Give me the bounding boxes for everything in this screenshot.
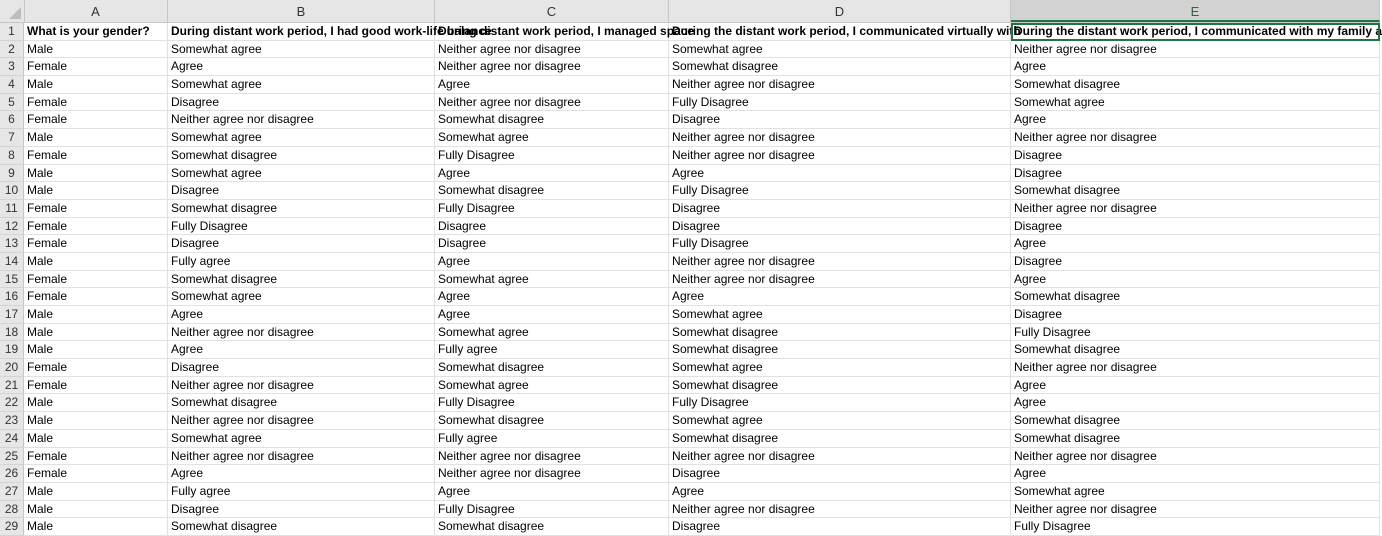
row-number[interactable]: 15 — [0, 271, 24, 289]
cell[interactable]: Male — [24, 501, 168, 519]
cell[interactable]: Fully agree — [435, 341, 669, 359]
cell[interactable]: Disagree — [168, 501, 435, 519]
cell-header[interactable]: During distant work period, I had good work-life balance — [168, 23, 435, 41]
table-row — [0, 324, 1380, 342]
cell[interactable]: Male — [24, 182, 168, 200]
table-row — [0, 271, 1380, 289]
cell[interactable]: Male — [24, 165, 168, 183]
cell[interactable]: Somewhat agree — [669, 306, 1011, 324]
cell[interactable]: Somewhat disagree — [435, 182, 669, 200]
cell[interactable]: Female — [24, 288, 168, 306]
cell[interactable]: Somewhat disagree — [1011, 341, 1380, 359]
cell[interactable]: Neither agree nor disagree — [669, 129, 1011, 147]
row-number[interactable]: 19 — [0, 341, 24, 359]
cell[interactable]: Disagree — [168, 235, 435, 253]
cell[interactable]: Somewhat disagree — [168, 147, 435, 165]
cell[interactable]: Somewhat disagree — [1011, 76, 1380, 94]
cell[interactable]: Somewhat agree — [168, 129, 435, 147]
cell[interactable]: Somewhat disagree — [1011, 412, 1380, 430]
row-number[interactable]: 2 — [0, 41, 24, 59]
cell[interactable]: Female — [24, 359, 168, 377]
row-number[interactable]: 23 — [0, 412, 24, 430]
row-number[interactable]: 14 — [0, 253, 24, 271]
cell[interactable]: Somewhat disagree — [168, 271, 435, 289]
table-row — [0, 394, 1380, 412]
cell[interactable]: Neither agree nor disagree — [168, 412, 435, 430]
cell[interactable]: Neither agree nor disagree — [168, 111, 435, 129]
cell-grid — [0, 23, 1380, 536]
row-number[interactable]: 29 — [0, 518, 24, 536]
cell[interactable]: Neither agree nor disagree — [435, 41, 669, 59]
row-number[interactable]: 21 — [0, 377, 24, 395]
cell[interactable]: Agree — [669, 165, 1011, 183]
cell[interactable]: Disagree — [1011, 218, 1380, 236]
table-row — [0, 430, 1380, 448]
table-row — [0, 306, 1380, 324]
cell[interactable]: Somewhat agree — [669, 359, 1011, 377]
row-number[interactable]: 1 — [0, 23, 24, 41]
table-row — [0, 412, 1380, 430]
table-row — [0, 165, 1380, 183]
table-row — [0, 465, 1380, 483]
cell[interactable]: Fully Disagree — [1011, 518, 1380, 536]
cell[interactable]: Somewhat agree — [168, 41, 435, 59]
cell[interactable]: Female — [24, 94, 168, 112]
cell[interactable]: Somewhat disagree — [1011, 430, 1380, 448]
cell[interactable]: Neither agree nor disagree — [168, 448, 435, 466]
cell[interactable]: Agree — [1011, 377, 1380, 395]
cell[interactable]: Female — [24, 58, 168, 76]
cell[interactable]: Neither agree nor disagree — [669, 448, 1011, 466]
cell[interactable]: Somewhat disagree — [669, 324, 1011, 342]
cell[interactable]: Somewhat agree — [435, 129, 669, 147]
cell[interactable]: Agree — [1011, 271, 1380, 289]
row-number[interactable]: 6 — [0, 111, 24, 129]
cell[interactable]: Agree — [1011, 235, 1380, 253]
cell[interactable]: Somewhat agree — [168, 430, 435, 448]
table-row — [0, 448, 1380, 466]
cell[interactable]: Disagree — [435, 235, 669, 253]
cell[interactable]: Somewhat disagree — [168, 518, 435, 536]
cell[interactable]: Disagree — [669, 111, 1011, 129]
cell[interactable]: Neither agree nor disagree — [1011, 448, 1380, 466]
cell[interactable]: Neither agree nor disagree — [669, 501, 1011, 519]
row-number[interactable]: 24 — [0, 430, 24, 448]
cell-header[interactable]: During distant work period, I managed space — [435, 23, 669, 41]
cell[interactable]: Somewhat disagree — [435, 111, 669, 129]
cell[interactable]: Female — [24, 377, 168, 395]
select-all-triangle-icon — [9, 7, 21, 19]
cell[interactable]: Neither agree nor disagree — [435, 465, 669, 483]
row-number[interactable]: 28 — [0, 501, 24, 519]
table-row — [0, 129, 1380, 147]
row-number[interactable]: 17 — [0, 306, 24, 324]
cell[interactable]: Male — [24, 518, 168, 536]
table-row — [0, 518, 1380, 536]
cell[interactable]: Male — [24, 76, 168, 94]
select-all-button[interactable] — [0, 0, 25, 22]
table-row — [0, 359, 1380, 377]
header-row — [0, 23, 1380, 41]
cell[interactable]: Disagree — [168, 182, 435, 200]
table-row — [0, 341, 1380, 359]
cell[interactable]: Fully Disagree — [168, 218, 435, 236]
cell[interactable]: Agree — [168, 465, 435, 483]
cell[interactable]: Neither agree nor disagree — [669, 76, 1011, 94]
cell[interactable]: Agree — [435, 76, 669, 94]
cell[interactable]: Disagree — [1011, 306, 1380, 324]
cell[interactable]: Disagree — [435, 218, 669, 236]
cell[interactable]: Neither agree nor disagree — [435, 448, 669, 466]
cell[interactable]: Male — [24, 341, 168, 359]
cell[interactable]: Agree — [1011, 58, 1380, 76]
cell[interactable]: Male — [24, 430, 168, 448]
cell[interactable]: Somewhat disagree — [669, 58, 1011, 76]
table-row — [0, 235, 1380, 253]
cell[interactable]: Somewhat disagree — [669, 377, 1011, 395]
cell[interactable]: Disagree — [669, 200, 1011, 218]
cell[interactable]: Somewhat disagree — [669, 430, 1011, 448]
table-row — [0, 58, 1380, 76]
table-row — [0, 501, 1380, 519]
table-row — [0, 200, 1380, 218]
cell[interactable]: Agree — [669, 288, 1011, 306]
cell[interactable]: Somewhat agree — [669, 412, 1011, 430]
row-number[interactable]: 26 — [0, 465, 24, 483]
cell[interactable]: Agree — [168, 306, 435, 324]
row-number[interactable]: 27 — [0, 483, 24, 501]
cell[interactable]: Neither agree nor disagree — [1011, 129, 1380, 147]
cell[interactable]: Neither agree nor disagree — [669, 253, 1011, 271]
cell[interactable]: Agree — [435, 288, 669, 306]
cell[interactable]: Neither agree nor disagree — [1011, 41, 1380, 59]
table-row — [0, 253, 1380, 271]
cell[interactable]: Somewhat disagree — [435, 412, 669, 430]
cell[interactable]: Fully Disagree — [435, 200, 669, 218]
cell[interactable]: Disagree — [1011, 147, 1380, 165]
cell[interactable]: Agree — [435, 253, 669, 271]
row-number[interactable]: 20 — [0, 359, 24, 377]
cell[interactable]: Somewhat disagree — [435, 518, 669, 536]
cell[interactable]: Agree — [168, 58, 435, 76]
row-number[interactable]: 25 — [0, 448, 24, 466]
row-number[interactable]: 16 — [0, 288, 24, 306]
cell[interactable]: Disagree — [1011, 165, 1380, 183]
cell[interactable]: Somewhat disagree — [168, 200, 435, 218]
cell[interactable]: Disagree — [168, 94, 435, 112]
cell[interactable]: Disagree — [669, 218, 1011, 236]
cell[interactable]: Female — [24, 200, 168, 218]
table-row — [0, 94, 1380, 112]
cell[interactable]: Somewhat agree — [435, 271, 669, 289]
cell[interactable]: Female — [24, 448, 168, 466]
cell[interactable]: Agree — [669, 483, 1011, 501]
cell[interactable]: Agree — [435, 306, 669, 324]
cell[interactable]: Disagree — [1011, 253, 1380, 271]
cell[interactable]: Fully Disagree — [435, 147, 669, 165]
cell[interactable]: Agree — [1011, 111, 1380, 129]
table-row — [0, 182, 1380, 200]
cell[interactable]: Neither agree nor disagree — [168, 324, 435, 342]
cell[interactable]: Neither agree nor disagree — [1011, 501, 1380, 519]
column-header-b[interactable]: B — [168, 0, 435, 22]
cell[interactable]: Neither agree nor disagree — [435, 94, 669, 112]
cell[interactable]: Neither agree nor disagree — [669, 271, 1011, 289]
column-header-a[interactable]: A — [24, 0, 168, 22]
cell[interactable]: Male — [24, 324, 168, 342]
cell[interactable]: Somewhat agree — [168, 76, 435, 94]
row-number[interactable]: 22 — [0, 394, 24, 412]
row-number[interactable]: 10 — [0, 182, 24, 200]
cell[interactable]: Male — [24, 412, 168, 430]
cell[interactable]: Fully agree — [168, 253, 435, 271]
table-row — [0, 147, 1380, 165]
row-number[interactable]: 8 — [0, 147, 24, 165]
cell[interactable]: Agree — [435, 483, 669, 501]
cell[interactable]: Agree — [435, 165, 669, 183]
cell[interactable]: Fully Disagree — [1011, 324, 1380, 342]
cell[interactable]: Fully Disagree — [669, 394, 1011, 412]
row-number[interactable]: 18 — [0, 324, 24, 342]
cell[interactable]: Female — [24, 218, 168, 236]
column-header-d[interactable]: D — [669, 0, 1011, 22]
row-number[interactable]: 11 — [0, 200, 24, 218]
cell[interactable]: Male — [24, 306, 168, 324]
cell[interactable]: Neither agree nor disagree — [669, 147, 1011, 165]
cell[interactable]: Male — [24, 483, 168, 501]
row-number[interactable]: 13 — [0, 235, 24, 253]
cell[interactable]: Somewhat agree — [435, 324, 669, 342]
cell[interactable]: Fully Disagree — [669, 94, 1011, 112]
cell[interactable]: Somewhat disagree — [435, 359, 669, 377]
table-row — [0, 76, 1380, 94]
cell[interactable]: Somewhat agree — [435, 377, 669, 395]
cell[interactable]: Agree — [168, 341, 435, 359]
cell[interactable]: Somewhat disagree — [669, 341, 1011, 359]
row-number[interactable]: 7 — [0, 129, 24, 147]
row-number[interactable]: 12 — [0, 218, 24, 236]
cell[interactable]: Male — [24, 129, 168, 147]
cell[interactable]: Fully agree — [168, 483, 435, 501]
cell[interactable]: Somewhat agree — [168, 165, 435, 183]
cell[interactable]: Neither agree nor disagree — [435, 58, 669, 76]
table-row — [0, 218, 1380, 236]
cell[interactable]: Somewhat disagree — [1011, 288, 1380, 306]
table-row — [0, 41, 1380, 59]
table-row — [0, 377, 1380, 395]
cell[interactable]: Somewhat agree — [1011, 483, 1380, 501]
column-header-c[interactable]: C — [435, 0, 669, 22]
cell[interactable]: Fully Disagree — [435, 394, 669, 412]
cell-header[interactable]: What is your gender? — [24, 23, 168, 41]
cell[interactable]: Somewhat agree — [1011, 94, 1380, 112]
cell[interactable]: Somewhat agree — [168, 288, 435, 306]
cell[interactable]: Female — [24, 235, 168, 253]
cell[interactable]: Female — [24, 147, 168, 165]
row-number[interactable]: 5 — [0, 94, 24, 112]
cell[interactable]: Female — [24, 111, 168, 129]
cell[interactable]: Agree — [1011, 465, 1380, 483]
cell-header-active[interactable]: During the distant work period, I communicated with my family a — [1011, 23, 1380, 41]
row-number[interactable]: 4 — [0, 76, 24, 94]
row-number[interactable]: 9 — [0, 165, 24, 183]
cell-header[interactable]: During the distant work period, I communicated virtually with — [669, 23, 1011, 41]
cell[interactable]: Agree — [1011, 394, 1380, 412]
cell[interactable]: Fully Disagree — [669, 235, 1011, 253]
cell[interactable]: Neither agree nor disagree — [168, 377, 435, 395]
cell[interactable]: Male — [24, 253, 168, 271]
cell[interactable]: Somewhat disagree — [1011, 182, 1380, 200]
cell[interactable]: Disagree — [168, 359, 435, 377]
row-number[interactable]: 3 — [0, 58, 24, 76]
table-row — [0, 111, 1380, 129]
table-row — [0, 288, 1380, 306]
column-header-e[interactable]: E — [1011, 0, 1380, 22]
cell[interactable]: Male — [24, 394, 168, 412]
cell[interactable]: Disagree — [669, 465, 1011, 483]
cell[interactable]: Female — [24, 465, 168, 483]
cell[interactable]: Male — [24, 41, 168, 59]
cell[interactable]: Fully Disagree — [669, 182, 1011, 200]
cell[interactable]: Somewhat agree — [669, 41, 1011, 59]
cell[interactable]: Neither agree nor disagree — [1011, 359, 1380, 377]
cell[interactable]: Female — [24, 271, 168, 289]
cell[interactable]: Disagree — [669, 518, 1011, 536]
cell[interactable]: Somewhat disagree — [168, 394, 435, 412]
cell[interactable]: Fully agree — [435, 430, 669, 448]
column-header-bar — [0, 0, 1380, 23]
table-row — [0, 483, 1380, 501]
cell[interactable]: Neither agree nor disagree — [1011, 200, 1380, 218]
cell[interactable]: Fully Disagree — [435, 501, 669, 519]
